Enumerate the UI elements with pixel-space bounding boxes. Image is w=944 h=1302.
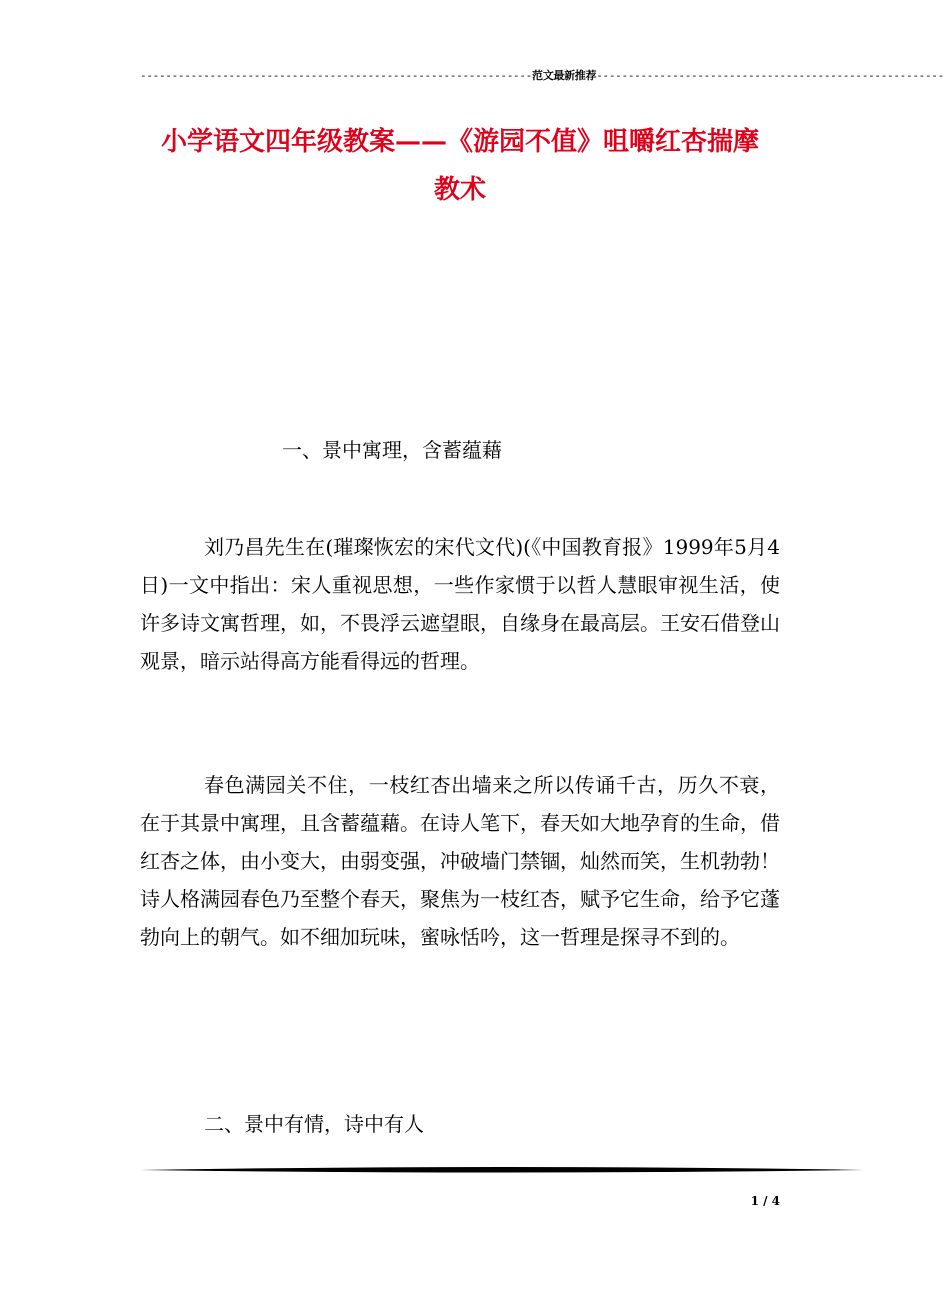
header-label: 范文最新推荐 [532, 69, 597, 82]
footer-rule [140, 1166, 864, 1174]
section-heading-1: 一、景中寓理，含蓄蕴藉 [282, 438, 502, 462]
header-dashes-right: ------------------------------------------------------- [596, 69, 944, 82]
page-number: 1 / 4 [750, 1194, 780, 1208]
title-line-1: 小学语文四年级教案——《游园不值》咀嚼红杏揣摩 [160, 127, 759, 157]
section-heading-2: 二、景中有情，诗中有人 [204, 1112, 424, 1136]
header-dashes-left: -------------------------------------------------------------- [140, 69, 532, 82]
paragraph-2: 春色满园关不住，一枝红杏出墙来之所以传诵千古，历久不衰，在于其景中寓理，且含蓄蕴藉。在诗人笔下，春天如大地孕育的生命，借红杏之体，由小变大，由弱变强，冲破墙门禁锢，灿然而笑，生机勃勃！诗人格满园春色乃至整个春天，聚焦为一枝红杏，赋予它生命，给予它蓬勃向上的朝气。如不细加玩味，蜜咏恬吟，这一哲理是探寻不到的。 [140, 773, 780, 949]
title-line-2: 教术 [433, 175, 486, 205]
page-header [140, 68, 944, 84]
document-title [120, 118, 800, 214]
paragraph-1: 刘乃昌先生在(璀璨恢宏的宋代文代)(《中国教育报》1999年5月4日)一文中指出：宋人重视思想，一些作家惯于以哲人慧眼审视生活，使许多诗文寓哲理，如，不畏浮云遮望眼，自缘身在最高层。王安石借登山观景，暗示站得高方能看得远的哲理。 [140, 535, 780, 673]
